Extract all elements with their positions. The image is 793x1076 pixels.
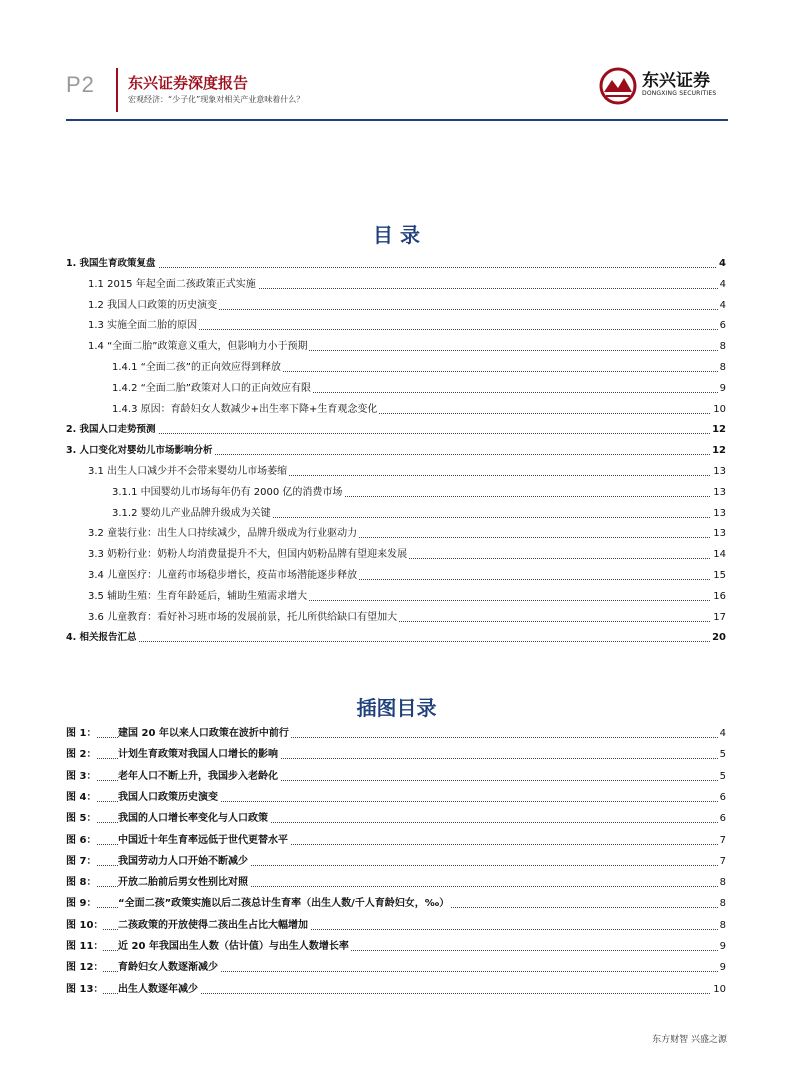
toc-entry-page: 13 bbox=[711, 505, 726, 523]
toc-entry-title: 3.1 出生人口减少并不会带来婴幼儿市场萎缩 bbox=[88, 463, 289, 481]
toc-entry[interactable] bbox=[66, 505, 726, 523]
toc-entry-page: 8 bbox=[718, 338, 726, 356]
figure-title: 中国近十年生育率远低于世代更替水平 bbox=[118, 832, 290, 850]
figure-title: 计划生育政策对我国人口增长的影响 bbox=[118, 746, 280, 764]
figure-entry[interactable] bbox=[66, 810, 726, 828]
figure-page: 6 bbox=[718, 789, 726, 807]
toc-entry[interactable] bbox=[66, 297, 726, 315]
figure-page: 10 bbox=[711, 981, 726, 999]
toc-entry[interactable] bbox=[66, 525, 726, 543]
logo-text-cn: 东兴证券 bbox=[642, 71, 710, 91]
toc-entry[interactable] bbox=[66, 401, 726, 419]
toc-entry-page: 13 bbox=[711, 484, 726, 502]
report-title: 东兴证券深度报告 bbox=[128, 74, 249, 92]
toc-entry-page: 4 bbox=[718, 297, 726, 315]
figure-title: 我国的人口增长率变化与人口政策 bbox=[118, 810, 270, 828]
toc-entry-page: 14 bbox=[711, 546, 726, 564]
figure-title: 我国人口政策历史演变 bbox=[118, 789, 220, 807]
toc-entry-page: 15 bbox=[711, 567, 726, 585]
page-header bbox=[66, 60, 728, 120]
figure-label: 图 7： bbox=[66, 853, 96, 871]
figure-label: 图 9： bbox=[66, 895, 96, 913]
toc-entry[interactable] bbox=[66, 255, 726, 273]
toc-entry[interactable] bbox=[66, 546, 726, 564]
figure-label: 图 13： bbox=[66, 981, 103, 999]
toc-entry[interactable] bbox=[66, 380, 726, 398]
toc-entry-page: 4 bbox=[718, 276, 726, 294]
figure-title: 近 20 年我国出生人数（估计值）与出生人数增长率 bbox=[118, 938, 351, 956]
toc-entry-title: 1.4.2 “全面二胎”政策对人口的正向效应有限 bbox=[112, 380, 313, 398]
figure-page: 6 bbox=[718, 810, 726, 828]
toc-entry-title: 3.4 儿童医疗：儿童药市场稳步增长，疫苗市场潜能逐步释放 bbox=[88, 567, 359, 585]
toc-entry-title: 3.6 儿童教育：看好补习班市场的发展前景，托儿所供给缺口有望加大 bbox=[88, 609, 399, 627]
toc-entry-title: 1. 我国生育政策复盘 bbox=[66, 255, 158, 273]
figure-title: 开放二胎前后男女性别比对照 bbox=[118, 874, 250, 892]
figure-page: 4 bbox=[718, 725, 726, 743]
toc-leader-dots bbox=[66, 433, 726, 434]
figure-title: “全面二孩”政策实施以后二孩总计生育率（出生人数/千人育龄妇女，‰） bbox=[118, 895, 451, 913]
figure-label: 图 5： bbox=[66, 810, 96, 828]
logo-mark-icon bbox=[598, 66, 638, 106]
figure-entry[interactable] bbox=[66, 874, 726, 892]
company-logo bbox=[598, 64, 728, 108]
figure-title: 育龄妇女人数逐渐减少 bbox=[118, 959, 220, 977]
toc-entry-title: 1.4 “全面二胎”政策意义重大，但影响力小于预期 bbox=[88, 338, 309, 356]
toc-entry[interactable] bbox=[66, 421, 726, 439]
figure-title: 出生人数逐年减少 bbox=[118, 981, 200, 999]
toc-entry-title: 3.1.1 中国婴幼儿市场每年仍有 2000 亿的消费市场 bbox=[112, 484, 344, 502]
toc-entry[interactable] bbox=[66, 442, 726, 460]
figure-entry[interactable] bbox=[66, 895, 726, 913]
report-subtitle: 宏观经济：“少子化”现象对相关产业意味着什么？ bbox=[128, 95, 305, 104]
figure-label: 图 2： bbox=[66, 746, 96, 764]
figure-label: 图 8： bbox=[66, 874, 96, 892]
toc-entry[interactable] bbox=[66, 588, 726, 606]
toc-entry-page: 10 bbox=[711, 401, 726, 419]
footer-slogan: 东方财智 兴盛之源 bbox=[652, 1035, 727, 1045]
figure-label: 图 12： bbox=[66, 959, 103, 977]
figure-page: 9 bbox=[718, 938, 726, 956]
toc-entry[interactable] bbox=[66, 276, 726, 294]
toc-entry-page: 4 bbox=[717, 255, 726, 273]
toc-entry-page: 12 bbox=[710, 421, 726, 439]
toc-entry[interactable] bbox=[66, 629, 726, 647]
page-number: P2 bbox=[66, 72, 95, 97]
figure-entry[interactable] bbox=[66, 959, 726, 977]
toc-entry-page: 6 bbox=[718, 317, 726, 335]
figure-page: 5 bbox=[718, 768, 726, 786]
toc-entry-title: 4. 相关报告汇总 bbox=[66, 629, 139, 647]
figure-label: 图 1： bbox=[66, 725, 96, 743]
toc-entry-title: 1.1 2015 年起全面二孩政策正式实施 bbox=[88, 276, 258, 294]
logo-text-en: DONGXING SECURITIES bbox=[642, 90, 717, 97]
figure-entry[interactable] bbox=[66, 938, 726, 956]
toc-entry-title: 3. 人口变化对婴幼儿市场影响分析 bbox=[66, 442, 215, 460]
figure-entry[interactable] bbox=[66, 789, 726, 807]
toc-leader-dots bbox=[66, 641, 726, 642]
toc-entry-title: 1.4.3 原因：育龄妇女人数减少+出生率下降+生育观念变化 bbox=[112, 401, 379, 419]
toc-entry-title: 3.5 辅助生殖：生育年龄延后，辅助生殖需求增大 bbox=[88, 588, 309, 606]
figure-page: 8 bbox=[718, 874, 726, 892]
figure-page: 7 bbox=[718, 853, 726, 871]
toc-entry-page: 16 bbox=[711, 588, 726, 606]
toc-entry-page: 8 bbox=[718, 359, 726, 377]
toc-entry-title: 2. 我国人口走势预测 bbox=[66, 421, 158, 439]
figure-title: 建国 20 年以来人口政策在波折中前行 bbox=[118, 725, 291, 743]
toc-entry[interactable] bbox=[66, 484, 726, 502]
figure-page: 8 bbox=[718, 895, 726, 913]
figure-page: 8 bbox=[718, 917, 726, 935]
figure-title: 二孩政策的开放使得二孩出生占比大幅增加 bbox=[118, 917, 310, 935]
toc-entry-title: 1.3 实施全面二胎的原因 bbox=[88, 317, 199, 335]
figure-entry[interactable] bbox=[66, 725, 726, 743]
figure-page: 5 bbox=[718, 746, 726, 764]
figure-entry[interactable] bbox=[66, 853, 726, 871]
figure-entry[interactable] bbox=[66, 917, 726, 935]
figures-title: 插图目录 bbox=[356, 696, 437, 720]
toc-entry[interactable] bbox=[66, 317, 726, 335]
figure-entry[interactable] bbox=[66, 981, 726, 999]
toc-entry-page: 12 bbox=[710, 442, 726, 460]
toc-entry-page: 20 bbox=[710, 629, 726, 647]
figure-entry[interactable] bbox=[66, 832, 726, 850]
figure-entry[interactable] bbox=[66, 746, 726, 764]
toc-entry-title: 3.1.2 婴幼儿产业品牌升级成为关键 bbox=[112, 505, 273, 523]
figure-page: 7 bbox=[718, 832, 726, 850]
toc-entry[interactable] bbox=[66, 463, 726, 481]
figure-page: 9 bbox=[718, 959, 726, 977]
toc-entry[interactable] bbox=[66, 609, 726, 627]
toc-entry-title: 1.2 我国人口政策的历史演变 bbox=[88, 297, 219, 315]
toc-leader-dots bbox=[66, 267, 726, 268]
toc-entry-title: 1.4.1 “全面二孩”的正向效应得到释放 bbox=[112, 359, 283, 377]
toc-entry-page: 13 bbox=[711, 463, 726, 481]
header-rule bbox=[66, 119, 728, 121]
figure-title: 我国劳动力人口开始不断减少 bbox=[118, 853, 250, 871]
figure-title: 老年人口不断上升，我国步入老龄化 bbox=[118, 768, 280, 786]
figure-label: 图 10： bbox=[66, 917, 103, 935]
toc-entry[interactable] bbox=[66, 567, 726, 585]
toc-entry[interactable] bbox=[66, 359, 726, 377]
toc-entry[interactable] bbox=[66, 338, 726, 356]
toc-entry-title: 3.2 童装行业：出生人口持续减少，品牌升级成为行业驱动力 bbox=[88, 525, 359, 543]
figure-label: 图 4： bbox=[66, 789, 96, 807]
figure-label: 图 11： bbox=[66, 938, 103, 956]
header-divider bbox=[116, 68, 118, 112]
toc-entry-title: 3.3 奶粉行业：奶粉人均消费量提升不大，但国内奶粉品牌有望迎来发展 bbox=[88, 546, 409, 564]
toc-entry-page: 17 bbox=[711, 609, 726, 627]
toc-entry-page: 9 bbox=[718, 380, 726, 398]
figure-label: 图 6： bbox=[66, 832, 96, 850]
toc-title: 目 录 bbox=[373, 223, 420, 247]
toc-entry-page: 13 bbox=[711, 525, 726, 543]
figure-label: 图 3： bbox=[66, 768, 96, 786]
figure-entry[interactable] bbox=[66, 768, 726, 786]
